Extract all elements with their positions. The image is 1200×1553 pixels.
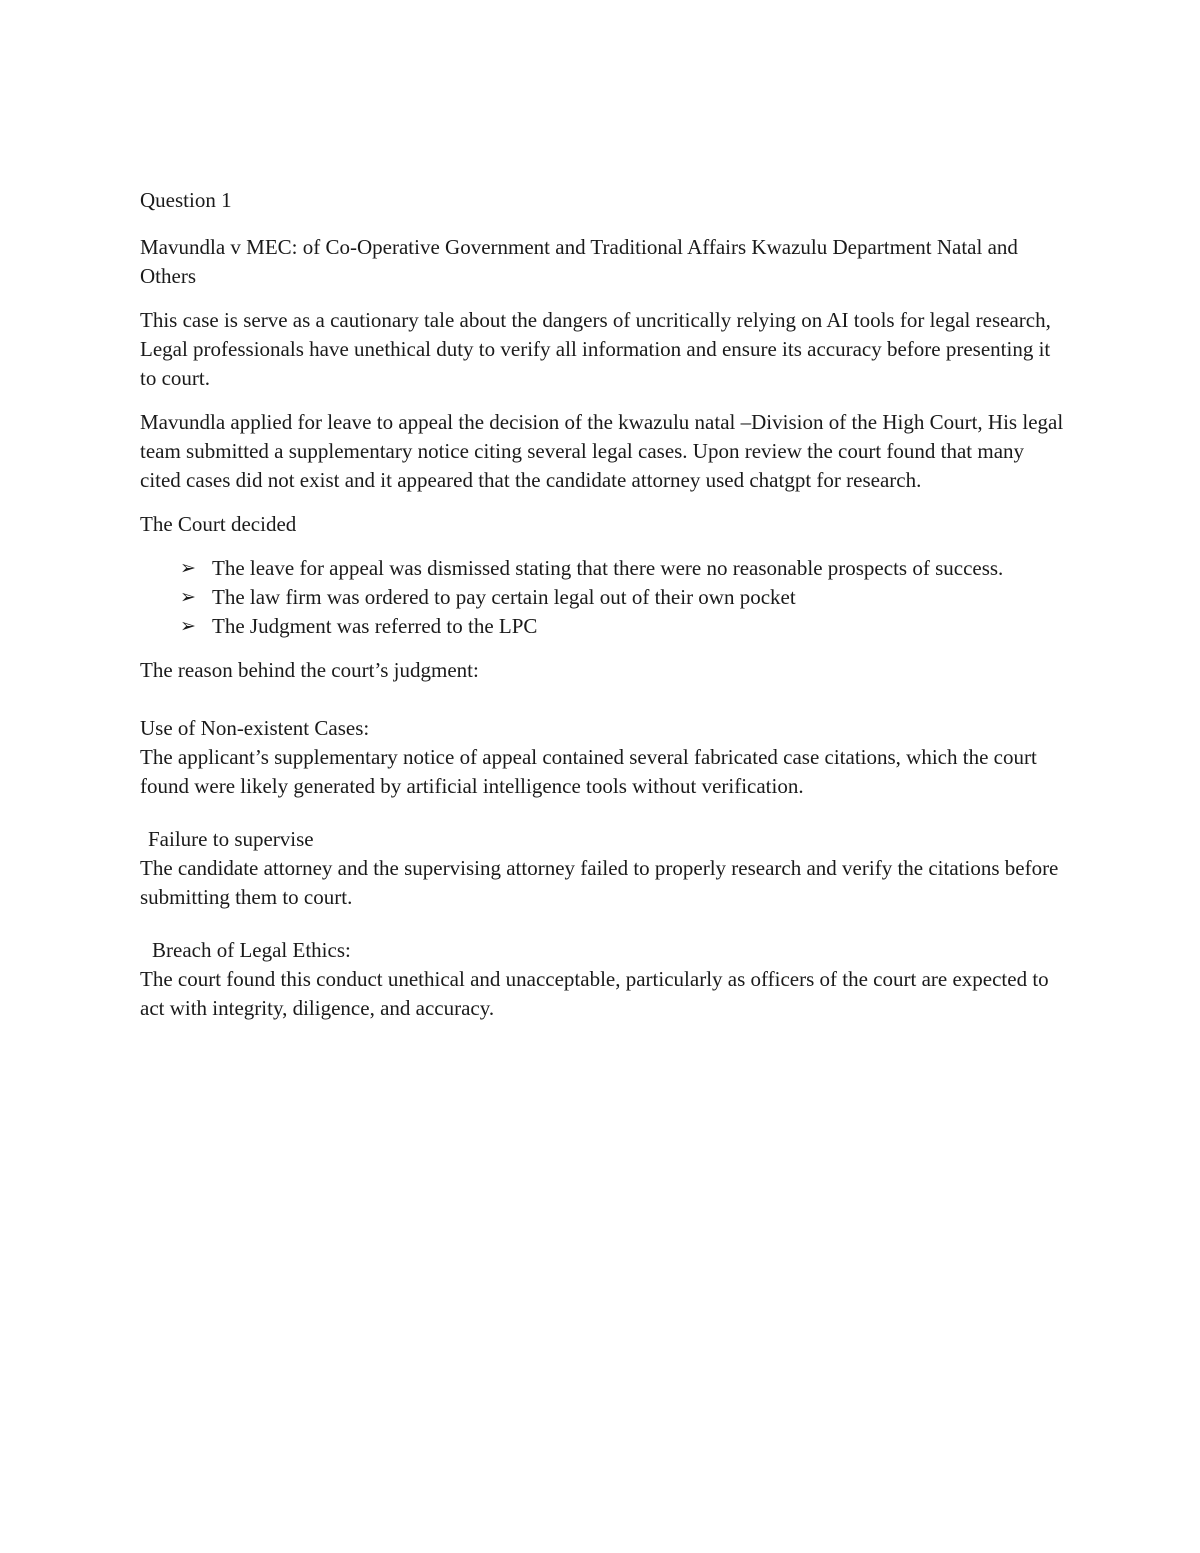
intro-paragraph: This case is serve as a cautionary tale about the dangers of uncritically relying on AI tools for legal research, Legal professionals have unethical duty to verify all information and ensure its accuracy before presenting it to court. [140,308,1051,390]
reason-body: The court found this conduct unethical and unacceptable, particularly as officers of the court are expected to act with integrity, diligence, and accuracy. [140,967,1049,1020]
list-item [140,612,1070,641]
reason-body: The candidate attorney and the supervising attorney failed to properly research and verify the citations before submitting them to court. [140,856,1059,909]
case-title: Mavundla v MEC: of Co-Operative Government and Traditional Affairs Kwazulu Department Natal and Others [140,235,1018,288]
reason-title: Breach of Legal Ethics: [152,938,351,962]
arrow-bullet-icon: ➢ [180,586,196,608]
arrow-bullet-icon: ➢ [180,615,196,637]
court-decided-label: The Court decided [140,512,297,536]
reason-title: Failure to supervise [148,827,314,851]
reason-title: Use of Non-existent Cases: [140,716,370,740]
question-label: Question 1 [140,188,232,212]
reason-body: The applicant’s supplementary notice of appeal contained several fabricated case citations, which the court found were likely generated by artificial intelligence tools without verification. [140,745,1037,798]
list-item [140,554,1070,583]
decision-list [140,554,1070,641]
decision-text: The law firm was ordered to pay certain legal out of their own pocket [212,585,796,609]
facts-paragraph: Mavundla applied for leave to appeal the decision of the kwazulu natal –Division of the High Court, His legal team submitted a supplementary notice citing several legal cases. Upon review the court found that many cited cases did not exist and it appeared that the candidate attorney used chatgpt for research. [140,410,1064,492]
list-item [140,583,1070,612]
reason-block-failure-to-supervise [140,825,1070,912]
reason-heading: The reason behind the court’s judgment: [140,658,479,682]
decision-text: The Judgment was referred to the LPC [212,614,538,638]
reason-block-non-existent-cases [140,714,1070,801]
document-body [140,186,1070,1047]
decision-text: The leave for appeal was dismissed stating that there were no reasonable prospects of success. [212,556,1004,580]
reason-block-breach-of-ethics [140,936,1070,1023]
arrow-bullet-icon: ➢ [180,557,196,579]
